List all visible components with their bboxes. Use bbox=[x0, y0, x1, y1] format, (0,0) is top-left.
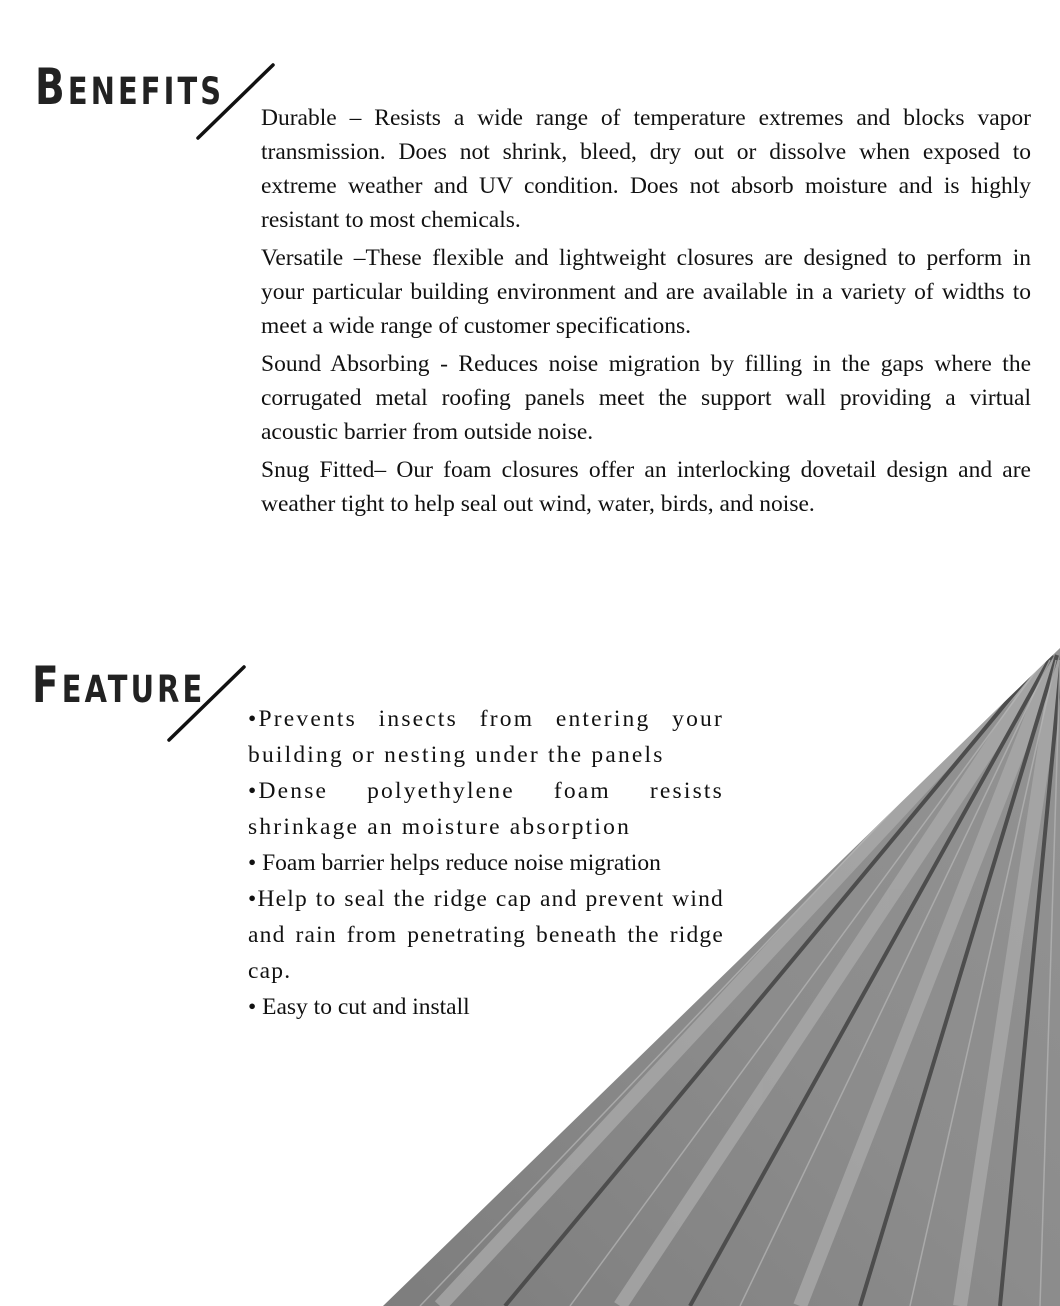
feature-heading-initial: F bbox=[32, 656, 62, 714]
feature-list bbox=[248, 701, 724, 1025]
bullet-icon: • bbox=[248, 778, 259, 804]
benefit-sound-absorbing: Sound Absorbing - Reduces noise migration by filling in the gaps where the corrugated metal roofing panels meet the support wall providing a virtual acoustic barrier from outside noise. bbox=[261, 351, 1031, 445]
benefits-list bbox=[261, 101, 1031, 525]
feature-heading-rest: EATURE bbox=[61, 668, 206, 711]
benefits-heading-initial: B bbox=[35, 58, 68, 116]
benefit-versatile: Versatile –These flexible and lightweight closures are designed to perform in your particular building environment and are available in a variety of widths to meet a wide range of customer specifications. bbox=[261, 245, 1031, 339]
bullet-icon: • bbox=[248, 886, 258, 912]
bullet-icon: • bbox=[248, 850, 257, 876]
benefits-heading-rest: ENEFITS bbox=[67, 70, 225, 113]
feature-item: •Prevents insects from entering your building or nesting under the panels bbox=[248, 706, 724, 768]
feature-item: •Dense polyethylene foam resists shrinkage an moisture absorption bbox=[248, 778, 724, 840]
benefit-durable: Durable – Resists a wide range of temperature extremes and blocks vapor transmission. Does not shrink, bleed, dry out or dissolve when exposed to extreme weather and UV condition. Does not absorb moisture and is highly resistant to most chemicals. bbox=[261, 105, 1031, 233]
feature-item: • Foam barrier helps reduce noise migration bbox=[248, 850, 661, 876]
feature-item: •Help to seal the ridge cap and prevent wind and rain from penetrating beneath the ridge cap. bbox=[248, 886, 724, 984]
benefit-snug-fitted: Snug Fitted– Our foam closures offer an interlocking dovetail design and are weather tight to help seal out wind, water, birds, and noise. bbox=[261, 457, 1031, 517]
feature-slash-divider bbox=[166, 664, 248, 744]
feature-item: • Easy to cut and install bbox=[248, 994, 470, 1020]
bullet-icon: • bbox=[248, 994, 257, 1020]
bullet-icon: • bbox=[248, 706, 259, 732]
